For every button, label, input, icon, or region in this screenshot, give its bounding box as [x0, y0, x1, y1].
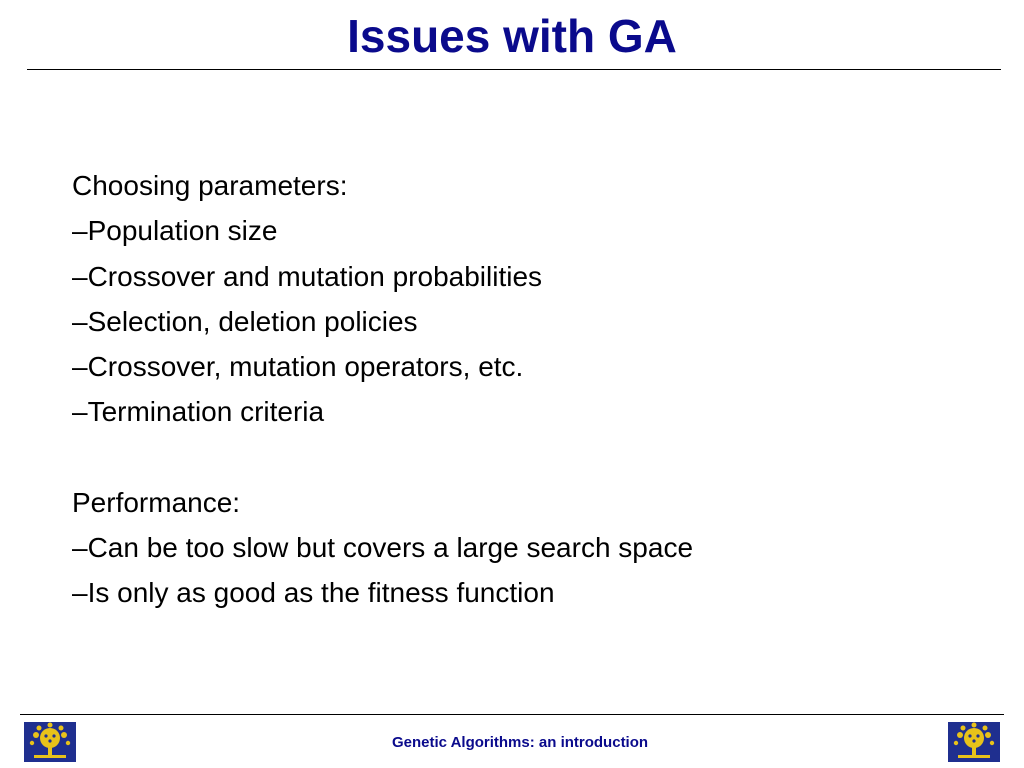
bullet-item: –Selection, deletion policies	[72, 305, 418, 337]
bullet-item: –Is only as good as the fitness function	[72, 577, 555, 609]
section-heading: Performance:	[72, 486, 241, 518]
bullet-item: –Can be too slow but covers a large search space	[72, 532, 694, 564]
footer-text: Genetic Algorithms: an introduction	[391, 734, 649, 751]
slide-title: Issues with GA	[347, 10, 677, 62]
bullet-item: –Termination criteria	[72, 396, 325, 428]
tree-emblem-icon	[948, 722, 1000, 762]
slide-body	[72, 163, 972, 616]
section-choosing-parameters	[72, 163, 972, 435]
footer-divider	[20, 714, 1004, 715]
section-heading: Choosing parameters:	[72, 170, 348, 201]
bullet-item: –Crossover, mutation operators, etc.	[72, 351, 524, 383]
bullet-item: –Crossover and mutation probabilities	[72, 260, 543, 292]
section-performance	[72, 480, 972, 616]
title-divider	[27, 69, 1001, 70]
bullet-item: –Population size	[72, 215, 278, 247]
